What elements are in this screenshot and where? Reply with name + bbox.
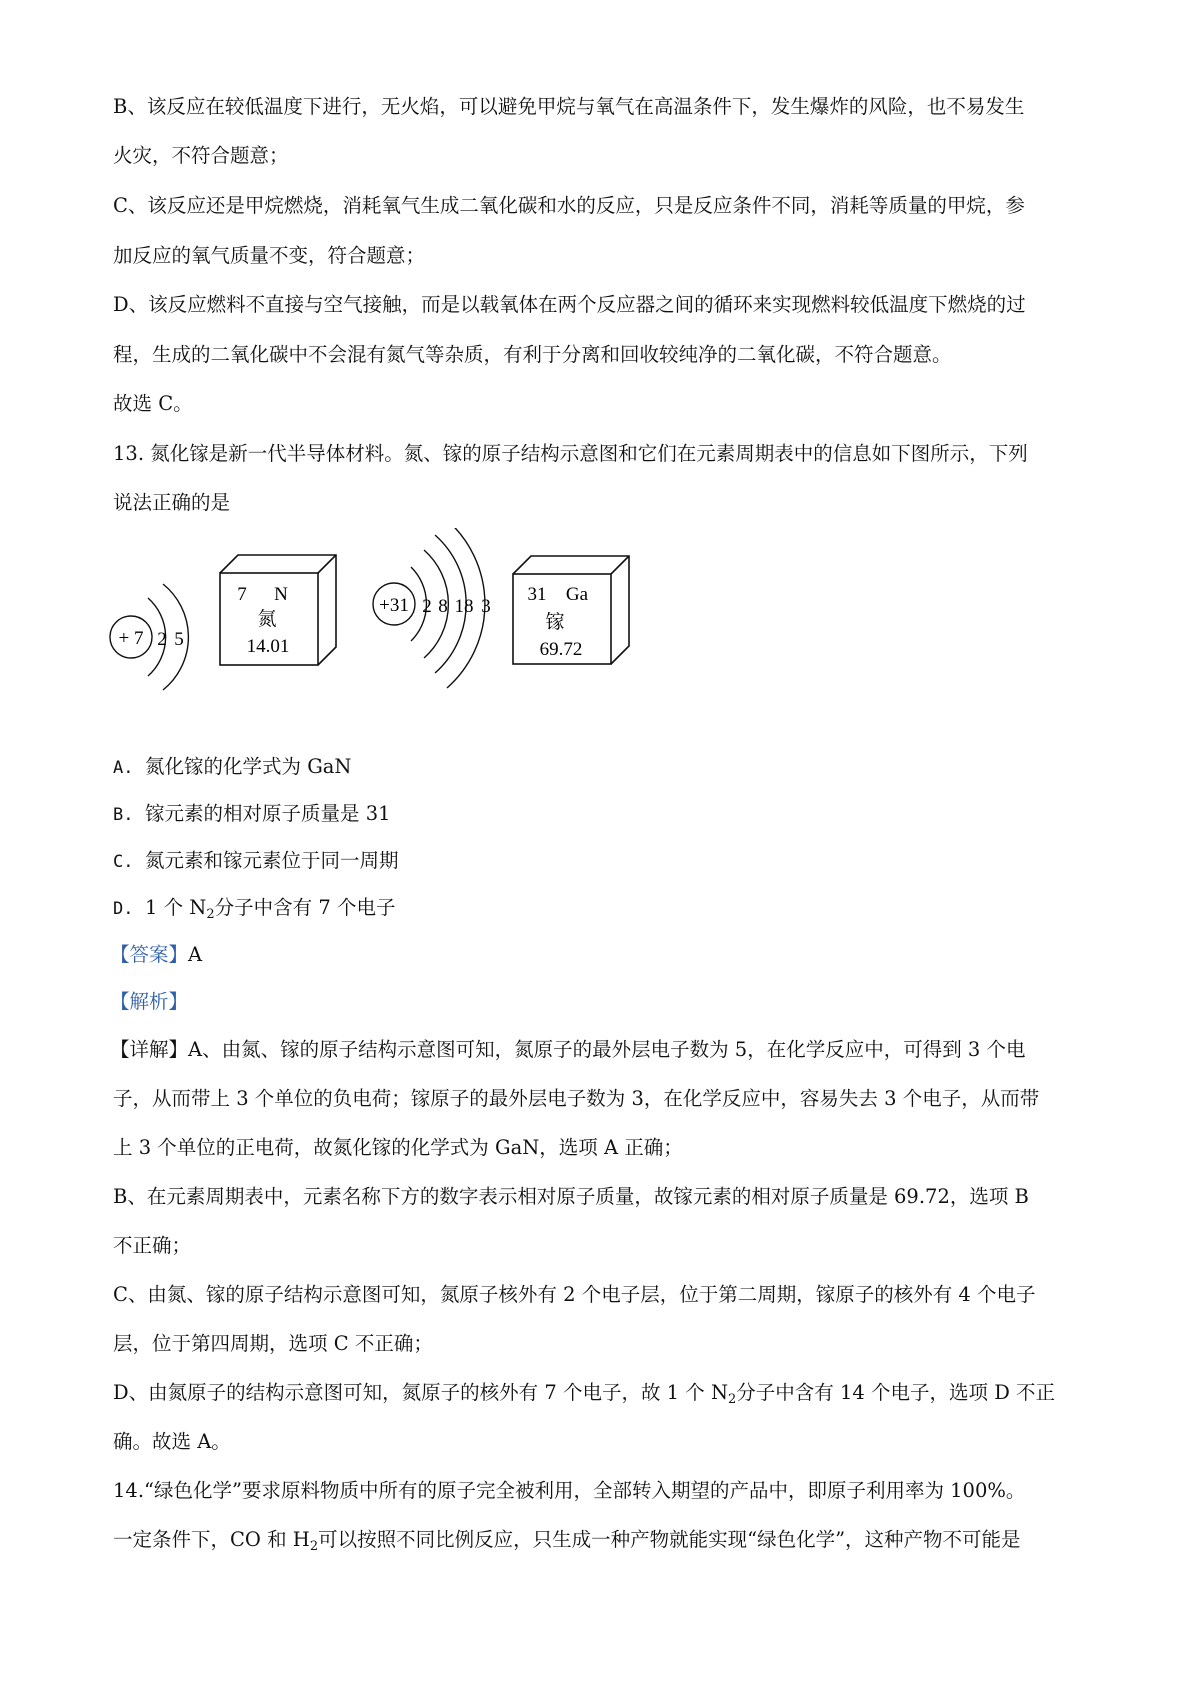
nitrogen-nucleus-label: + 7 <box>118 628 144 649</box>
gallium-nucleus-label: +31 <box>379 595 409 616</box>
detail-b-line1: B、在元素周期表中，元素名称下方的数字表示相对原子质量，故镓元素的相对原子质量是 69.72，选项 B <box>113 1185 1029 1208</box>
option-d-text-after: 分子中含有 7 个电子 <box>214 896 396 919</box>
option-d-text-before: 1 个 N <box>145 896 207 919</box>
explanation-b-line2: 火灾，不符合题意； <box>113 144 289 167</box>
question-14-subscript: 2 <box>309 1539 319 1554</box>
gallium-element-cell <box>513 556 629 664</box>
option-b-letter: B. <box>113 805 134 825</box>
detail-a-line2: 子，从而带上 3 个单位的负电荷；镓原子的最外层电子数为 3，在化学反应中，容易失去 3 个电子，从而带 <box>113 1087 1040 1110</box>
nitrogen-element-cell <box>220 555 336 665</box>
explanation-d-line1: D、该反应燃料不直接与空气接触，而是以载氧体在两个反应器之间的循环来实现燃料较低温度下燃烧的过 <box>113 293 1026 316</box>
gallium-atomic-mass: 69.72 <box>539 639 583 660</box>
gallium-symbol: Ga <box>565 584 589 605</box>
explanation-b-line1: B、该反应在较低温度下进行，无火焰，可以避免甲烷与氧气在高温条件下，发生爆炸的风险，也不易发生 <box>113 95 1025 118</box>
detail-a-line1 <box>110 1037 1026 1063</box>
gallium-shell-1: 2 <box>422 596 432 617</box>
detail-d-subscript: 2 <box>728 1392 737 1407</box>
detail-d-line2: 确。故选 A。 <box>113 1430 231 1453</box>
gallium-name: 镓 <box>545 612 565 633</box>
gallium-atomic-number: 31 <box>527 584 547 605</box>
gallium-shell-4: 3 <box>481 596 491 617</box>
detail-d-text-before: D、由氮原子的结构示意图可知，氮原子的核外有 7 个电子，故 1 个 N <box>113 1381 729 1404</box>
option-d-subscript: 2 <box>206 907 215 922</box>
option-b-text: 镓元素的相对原子质量是 31 <box>145 802 391 825</box>
nitrogen-shell-1: 2 <box>157 629 167 650</box>
question-14-line1: 14.“绿色化学”要求原料物质中所有的原子完全被利用，全部转入期望的产品中，即原子利用率为 100%。 <box>113 1479 1026 1502</box>
detail-d-line1 <box>113 1380 1055 1406</box>
detail-a-line3: 上 3 个单位的正电荷，故氮化镓的化学式为 GaN，选项 A 正确； <box>113 1136 683 1159</box>
detail-c-line2: 层，位于第四周期，选项 C 不正确； <box>113 1332 433 1355</box>
explanation-c-line1: C、该反应还是甲烷燃烧，消耗氧气生成二氧化碳和水的反应，只是反应条件不同，消耗等质量的甲烷，参 <box>113 194 1025 217</box>
option-b <box>113 801 391 828</box>
detail-a-line1-text: A、由氮、镓的原子结构示意图可知，氮原子的最外层电子数为 5，在化学反应中，可得到 3 个电 <box>188 1038 1026 1061</box>
question-14-line2 <box>113 1527 1021 1553</box>
option-d-letter: D. <box>113 899 134 919</box>
conclusion-line: 故选 C。 <box>113 392 193 415</box>
explanation-c-line2: 加反应的氧气质量不变，符合题意； <box>113 244 426 267</box>
question-14-text-before: 一定条件下，CO 和 H <box>113 1528 310 1551</box>
nitrogen-name: 氮 <box>257 609 277 630</box>
detail-label: 【详解】 <box>110 1038 189 1061</box>
detail-b-line2: 不正确； <box>113 1234 192 1257</box>
explanation-d-line2: 程，生成的二氧化碳中不会混有氮气等杂质，有利于分离和回收较纯净的二氧化碳，不符合题意。 <box>113 343 952 366</box>
option-a-letter: A. <box>113 758 134 778</box>
gallium-shell-2: 8 <box>438 596 448 617</box>
answer-value: A <box>188 943 203 966</box>
option-a <box>113 754 351 781</box>
option-d <box>113 895 395 922</box>
question-14-text-after: 可以按照不同比例反应，只生成一种产物就能实现“绿色化学”，这种产物不可能是 <box>318 1528 1021 1551</box>
option-c <box>113 848 399 875</box>
answer-label: 【答案】 <box>110 943 189 966</box>
question-13-stem-line1: 13. 氮化镓是新一代半导体材料。氮、镓的原子结构示意图和它们在元素周期表中的信息如下图所示，下列 <box>113 442 1028 465</box>
gallium-atom-diagram <box>373 528 491 688</box>
option-c-letter: C. <box>113 852 134 872</box>
option-c-text: 氮元素和镓元素位于同一周期 <box>145 849 399 872</box>
nitrogen-atomic-mass: 14.01 <box>246 636 290 657</box>
nitrogen-symbol: N <box>274 584 288 605</box>
atom-structure-figure <box>105 528 705 718</box>
nitrogen-shell-2: 5 <box>174 629 184 650</box>
analysis-line <box>110 989 188 1015</box>
question-13-stem-line2: 说法正确的是 <box>113 491 231 514</box>
option-a-text: 氮化镓的化学式为 GaN <box>145 755 352 778</box>
analysis-label: 【解析】 <box>110 990 189 1013</box>
nitrogen-atom-diagram <box>110 584 188 690</box>
detail-d-text-after: 分子中含有 14 个电子，选项 D 不正 <box>736 1381 1056 1404</box>
nitrogen-atomic-number: 7 <box>237 584 247 605</box>
detail-c-line1: C、由氮、镓的原子结构示意图可知，氮原子核外有 2 个电子层，位于第二周期，镓原子的核外有 4 个电子 <box>113 1283 1036 1306</box>
gallium-shell-3: 18 <box>454 596 474 617</box>
answer-line <box>110 942 202 968</box>
